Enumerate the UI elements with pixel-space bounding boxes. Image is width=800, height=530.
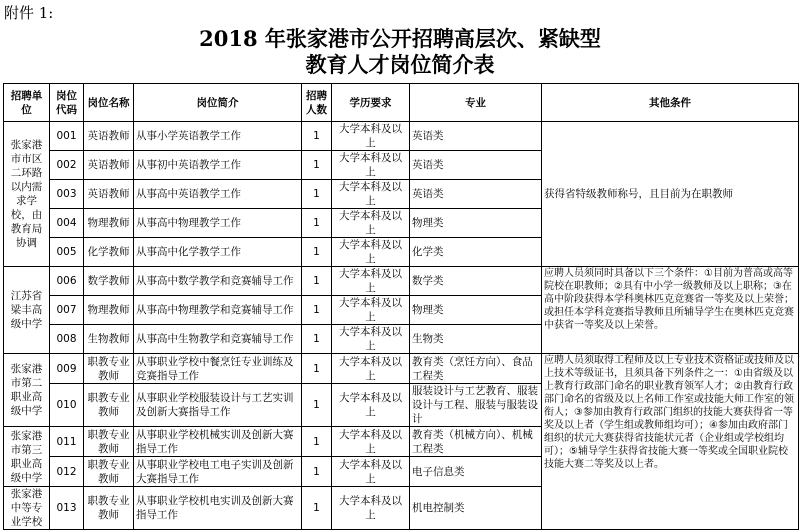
name-cell: 生物教师	[84, 325, 134, 354]
code-cell: 005	[50, 238, 84, 267]
count-cell: 1	[302, 122, 332, 151]
desc-cell: 从事职业学校服装设计与工艺实训及创新大赛指导工作	[134, 384, 302, 427]
code-cell: 004	[50, 209, 84, 238]
code-cell: 003	[50, 180, 84, 209]
desc-cell: 从事职业学校机械实训及创新大赛指导工作	[134, 427, 302, 457]
name-cell: 职教专业教师	[84, 427, 134, 457]
edu-cell: 大学本科及以上	[332, 296, 410, 325]
major-cell: 机电控制类	[410, 487, 542, 530]
edu-cell: 大学本科及以上	[332, 354, 410, 384]
header-other: 其他条件	[542, 84, 799, 122]
major-cell: 英语类	[410, 180, 542, 209]
count-cell: 1	[302, 180, 332, 209]
desc-cell: 从事小学英语教学工作	[134, 122, 302, 151]
page-title-line1: 2018 年张家港市公开招聘高层次、紧缺型	[199, 26, 601, 51]
edu-cell: 大学本科及以上	[332, 457, 410, 487]
count-cell: 1	[302, 238, 332, 267]
count-cell: 1	[302, 209, 332, 238]
major-cell: 生物类	[410, 325, 542, 354]
count-cell: 1	[302, 427, 332, 457]
desc-cell: 从事高中英语教学工作	[134, 180, 302, 209]
desc-cell: 从事职业学校中餐烹饪专业训练及竞赛指导工作	[134, 354, 302, 384]
code-cell: 013	[50, 487, 84, 530]
code-cell: 010	[50, 384, 84, 427]
name-cell: 物理教师	[84, 209, 134, 238]
edu-cell: 大学本科及以上	[332, 238, 410, 267]
count-cell: 1	[302, 457, 332, 487]
condition-cell: 应聘人员须同时具备以下三个条件：①目前为普高或高等院校在职教师；②具有中小学一级教师及以上职称；③在高中阶段获得本学科奥林匹克竞赛省一等奖及以上荣誉；或担任本学科竞赛指导教师且所辅导学生在奥林匹克竞赛中获省一等奖及以上荣誉。	[542, 267, 799, 354]
edu-cell: 大学本科及以上	[332, 180, 410, 209]
code-cell: 011	[50, 427, 84, 457]
desc-cell: 从事高中物理教学工作	[134, 209, 302, 238]
code-cell: 008	[50, 325, 84, 354]
name-cell: 物理教师	[84, 296, 134, 325]
edu-cell: 大学本科及以上	[332, 151, 410, 180]
edu-cell: 大学本科及以上	[332, 325, 410, 354]
desc-cell: 从事职业学校机电实训及创新大赛指导工作	[134, 487, 302, 530]
edu-cell: 大学本科及以上	[332, 209, 410, 238]
desc-cell: 从事职业学校电工电子实训及创新大赛指导工作	[134, 457, 302, 487]
unit-cell: 张家港中等专业学校	[4, 487, 50, 530]
table-row	[4, 122, 799, 151]
condition-cell: 应聘人员须取得工程师及以上专业技术资格证或技师及以上技术等级证书，且须具备下列条件之一：①由省级及以上教育行政部门命名的职业教育领军人才；②由教育行政部门命名的省级及以上名师工作室或技能大师工作室的领衔人；③参加由教育行政部门组织的技能大赛获得省一等奖及以上者（学生组或教师组均可）；④参加由政府部门组织的状元大赛获得省技能状元者（企业组或学校组均可）；⑤辅导学生获得省技能大赛一等奖或全国职业院校技能大赛二等奖及以上者。	[542, 354, 799, 530]
header-code: 岗位代码	[50, 84, 84, 122]
attachment-label: 附件 1:	[4, 4, 54, 22]
job-table	[3, 83, 799, 530]
major-cell: 英语类	[410, 151, 542, 180]
name-cell: 英语教师	[84, 151, 134, 180]
desc-cell: 从事高中化学教学工作	[134, 238, 302, 267]
header-count: 招聘人数	[302, 84, 332, 122]
major-cell: 化学类	[410, 238, 542, 267]
table-row	[4, 267, 799, 296]
name-cell: 职教专业教师	[84, 487, 134, 530]
code-cell: 007	[50, 296, 84, 325]
count-cell: 1	[302, 267, 332, 296]
count-cell: 1	[302, 296, 332, 325]
edu-cell: 大学本科及以上	[332, 267, 410, 296]
code-cell: 009	[50, 354, 84, 384]
header-unit: 招聘单位	[4, 84, 50, 122]
count-cell: 1	[302, 487, 332, 530]
unit-cell: 江苏省梁丰高级中学	[4, 267, 50, 354]
edu-cell: 大学本科及以上	[332, 427, 410, 457]
name-cell: 职教专业教师	[84, 384, 134, 427]
desc-cell: 从事初中英语教学工作	[134, 151, 302, 180]
name-cell: 职教专业教师	[84, 457, 134, 487]
header-edu: 学历要求	[332, 84, 410, 122]
major-cell: 物理类	[410, 296, 542, 325]
unit-cell: 张家港市第二职业高级中学	[4, 354, 50, 427]
major-cell: 服装设计与工艺教育、服装设计与工程、服装与服装设计	[410, 384, 542, 427]
edu-cell: 大学本科及以上	[332, 487, 410, 530]
major-cell: 教育类（烹饪方向）、食品工程类	[410, 354, 542, 384]
count-cell: 1	[302, 384, 332, 427]
code-cell: 001	[50, 122, 84, 151]
header-major: 专业	[410, 84, 542, 122]
table-row	[4, 354, 799, 384]
code-cell: 012	[50, 457, 84, 487]
condition-cell: 获得省特级教师称号，且目前为在职教师	[542, 122, 799, 267]
count-cell: 1	[302, 151, 332, 180]
page-title-line2: 教育人才岗位简介表	[305, 52, 495, 77]
unit-cell: 张家港市市区二环路以内需求学校，由教育局协调	[4, 122, 50, 267]
header-name: 岗位名称	[84, 84, 134, 122]
edu-cell: 大学本科及以上	[332, 384, 410, 427]
desc-cell: 从事高中数学教学和竞赛辅导工作	[134, 267, 302, 296]
desc-cell: 从事高中生物教学和竞赛辅导工作	[134, 325, 302, 354]
table-header-row	[4, 84, 799, 122]
code-cell: 006	[50, 267, 84, 296]
name-cell: 职教专业教师	[84, 354, 134, 384]
count-cell: 1	[302, 325, 332, 354]
major-cell: 教育类（机械方向）、机械工程类	[410, 427, 542, 457]
name-cell: 化学教师	[84, 238, 134, 267]
code-cell: 002	[50, 151, 84, 180]
header-desc: 岗位简介	[134, 84, 302, 122]
desc-cell: 从事高中物理教学和竞赛辅导工作	[134, 296, 302, 325]
name-cell: 英语教师	[84, 180, 134, 209]
major-cell: 数学类	[410, 267, 542, 296]
edu-cell: 大学本科及以上	[332, 122, 410, 151]
name-cell: 英语教师	[84, 122, 134, 151]
count-cell: 1	[302, 354, 332, 384]
name-cell: 数学教师	[84, 267, 134, 296]
major-cell: 英语类	[410, 122, 542, 151]
major-cell: 物理类	[410, 209, 542, 238]
major-cell: 电子信息类	[410, 457, 542, 487]
unit-cell: 张家港市第三职业高级中学	[4, 427, 50, 487]
